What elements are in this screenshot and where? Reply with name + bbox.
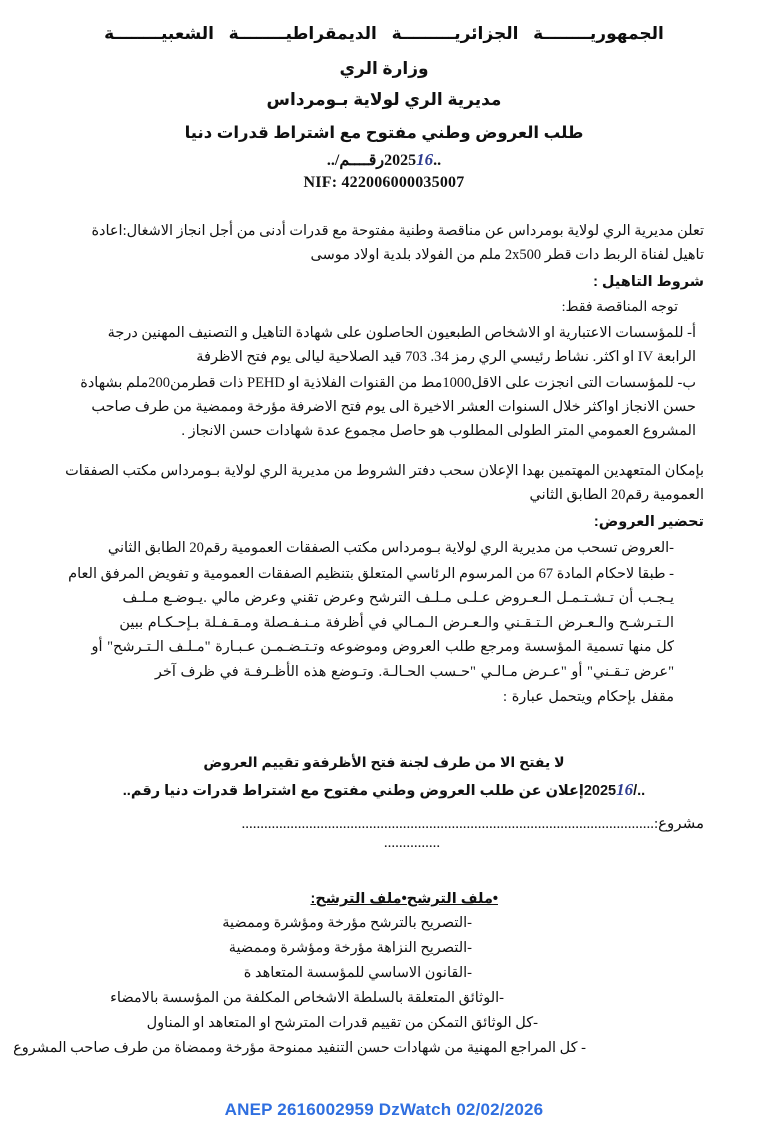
condition-b-line-1-d: ملم بشهادة [80, 375, 149, 392]
withdraw-line-2: العمومية رقم20 الطابق الثاني [529, 486, 704, 503]
condition-a-label: أ- [687, 324, 696, 341]
pehd-label: PEHD [247, 375, 285, 392]
envelope-line-2: الـتـرشـح والـعـرض الـتـقـني والـعـرض الـمـالي في أظرفة مـنـفـصلة ومـقـفـلة بـإحـكـام ببين [119, 614, 674, 631]
condition-a-line-2 [64, 346, 696, 370]
nif-label: NIF: [303, 174, 338, 192]
candidacy-file-title: •ملف الترشح•ملف الترشح: [310, 891, 498, 908]
candidacy-file-section [0, 888, 768, 1061]
intro-line-2-a: تاهيل لفناة الربط دات قطر [544, 246, 704, 263]
condition-a-line-1: للمؤسسات الاعتبارية او الاشخاص الطبعيون الحاصلون على شهادة التاهيل و التصنيف المهنين درجة [107, 324, 684, 341]
withdraw-paragraph [64, 460, 704, 508]
notice-line-2-a: إعلان عن طلب العروض وطني مفتوح مع اشتراط قدرات دنيا رقم.. [122, 782, 584, 799]
notice-number-handwritten: 16 [616, 779, 634, 799]
condition-b [64, 372, 704, 443]
condition-b-line-1-a: للمؤسسات التى انجزت على الاقل [471, 375, 674, 392]
offer-bullet-1: -العروض تسحب من مديرية الري لولاية بـومرداس مكتب الصفقات العمومية رقم20 الطابق الثاني [107, 540, 674, 557]
intro-line-2-b: ملم من الفولاد بلدية اولاد موسى [310, 246, 502, 263]
tender-title: طلب العروض وطني مفتوح مع اشتراط قدرات دنيا [184, 123, 584, 142]
reference-suffix: ..2025 [384, 152, 442, 170]
candidacy-item: -التصريح بالترشح مؤرخة ومؤشرة وممضية [222, 915, 472, 932]
notice-line-2 [0, 775, 768, 805]
nif-line [0, 174, 768, 192]
envelope-instructions [64, 586, 704, 711]
directorate-heading: مديرية الري لولاية بـومرداس [266, 90, 502, 110]
candidacy-item: -كل الوثائق التمكن من تقييم قدرات المترشح او المتعاهد او المناول [146, 1014, 538, 1031]
offer-bullet-2: - طبقا لاحكام المادة 67 من المرسوم الرئاسي المتعلق بتنظيم الصفقات العمومية و تفويض المرفق العام [68, 565, 674, 582]
document-header [0, 0, 768, 192]
condition-a-roman-numeral: IV [637, 348, 654, 365]
republic-heading: الجمهوريــــــــة الجزائريـــــــــة الديمقراطيــــــــة الشعبيــــــــة [104, 24, 664, 43]
condition-b-line-3: المشروع العمومي المتر الطولى المطلوب هو حاصل مجموع عدة شهادات حسن الانجاز . [181, 423, 696, 439]
condition-b-label: ب- [677, 375, 696, 392]
condition-b-diameter-value: 200 [148, 375, 170, 392]
envelope-line-1: يـجـب أن تـشـتـمـل الـعـروض عـلـى مـلـف الترشح وعرض تقني وعرض مالي .يـوضـع مـلـف [122, 589, 674, 606]
condition-b-length-value: 1000 [442, 375, 472, 392]
project-label: مشروع: [653, 815, 704, 832]
project-field-line [64, 813, 704, 836]
qualification-note: توجه المناقصة فقط: [561, 299, 678, 315]
envelope-line-4: "عرض تـقـني" أو "عـرض مـالـي "حـسب الحـالـة. وتـوضع هذه الأظـرفـة في ظرف آخر [154, 664, 674, 681]
project-dotted-leader: .............................................................................................................. [241, 815, 654, 832]
condition-a [64, 322, 704, 370]
notice-line-1: لا يفتح الا من طرف لجنة فتح الأظرفةو تقييم العروض [203, 754, 565, 771]
document-body [64, 220, 704, 710]
qualification-conditions-title: شروط التاهيل : [593, 274, 704, 291]
condition-a-validity: قيد الصلاحية ليالى يوم فتح الاظرفة [196, 348, 402, 365]
candidacy-item: -التصريح النزاهة مؤرخة ومؤشرة وممضية [228, 940, 472, 957]
intro-line-1: تعلن مديرية الري لولاية بومرداس عن مناقصة وطنية مفتوحة مع قدرات أدنى من أجل انجاز الاشغال:اعادة [91, 223, 704, 240]
project-dotted-leader-2: ............... [383, 835, 441, 852]
condition-a-degree: الرابعة [656, 348, 696, 365]
candidacy-item: -القانون الاساسي للمؤسسة المتعاهد ة [243, 965, 472, 982]
reference-prefix: رقــــم/.. [326, 152, 385, 170]
notice-line-2-b: ../2025 [583, 782, 646, 799]
envelope-line-5: مقفل بإحكام ويتحمل عبارة : [503, 689, 674, 706]
project-field-line-2 [0, 835, 704, 852]
intro-paragraph [64, 220, 704, 267]
condition-a-activity: او اكثر. نشاط رئيسي الري رمز [452, 348, 635, 365]
candidacy-item: -الوثائق المتعلقة بالسلطة الاشخاص المكلفة من المؤسسة بالامضاء [110, 990, 504, 1007]
pipe-diameter-value: 2x500 [504, 246, 542, 263]
envelope-label-notice [0, 750, 768, 804]
offer-preparation-bullets [64, 536, 704, 585]
anep-footer: ANEP 2616002959 DzWatch 02/02/2026 [224, 1100, 544, 1119]
condition-b-line-1-c: ذات قطرمن [169, 375, 244, 392]
candidacy-item: - كل المراجع المهنية من شهادات حسن التنفيد ممنوحة مؤرخة وممضاة من طرف صاحب المشروع [13, 1039, 586, 1056]
nif-value: 422006000035007 [341, 174, 465, 192]
envelope-line-3: كل منها تسمية المؤسسة ومرجع طلب العروض وموضوعه وتـتـضـمـن عـبـارة "مـلـف الـتـرشح" أو [91, 639, 674, 656]
reference-number-handwritten: 16 [416, 150, 434, 170]
offer-preparation-title: تحضير العروض: [593, 514, 704, 531]
withdraw-line-1: بإمكان المتعهدين المهتمين بهدا الإعلان سحب دفتر الشروط من مديرية الري لولاية بـومرداس مكتب الصفقات [65, 462, 704, 479]
intro-line-2 [64, 244, 704, 267]
ministry-heading: وزارة الري [339, 58, 429, 78]
condition-a-activity-code: 703 .34 [405, 348, 449, 365]
condition-b-line-2: حسن الانجاز اواكثر خلال السنوات العشر الاخيرة الى يوم فتح الاضرفة مؤرخة وممضية من طرف صاحب [91, 399, 696, 416]
condition-b-line-1-b: مط من القنوات الفلاذية او [288, 375, 443, 392]
reference-line [0, 150, 768, 170]
